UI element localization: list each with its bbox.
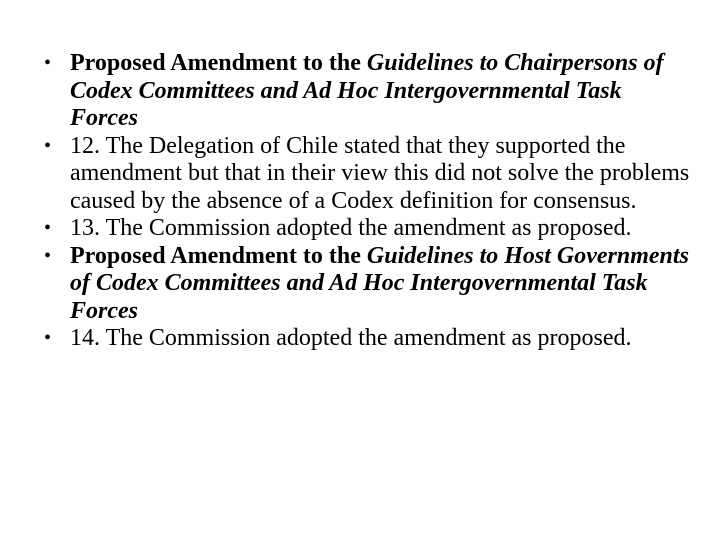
bullet-item-paragraph-13 — [44, 215, 694, 243]
bullet-lead-text: Proposed Amendment to the — [70, 50, 367, 76]
bullet-dot-icon: • — [44, 217, 52, 239]
bullet-dot-icon: • — [44, 327, 52, 349]
paragraph-text: 13. The Commission adopted the amendment as proposed. — [70, 215, 632, 241]
bullet-item-paragraph-12 — [44, 133, 694, 216]
bullet-item-paragraph-14 — [44, 325, 694, 353]
guidelines-title: Guidelines to Chairpersons of Codex Committees and Ad Hoc Intergovernmental Task Forces — [70, 50, 664, 131]
bullet-list — [44, 50, 694, 353]
bullet-dot-icon: • — [44, 52, 52, 74]
bullet-item-proposed-amendment-chairpersons — [44, 50, 694, 133]
bullet-dot-icon: • — [44, 134, 52, 157]
guidelines-title: Guidelines to Host Governments of Codex Committees and Ad Hoc Intergovernmental Task Forces — [70, 242, 689, 324]
paragraph-text: 14. The Commission adopted the amendment as proposed. — [70, 325, 632, 351]
bullet-item-proposed-amendment-host-governments — [44, 243, 694, 326]
bullet-lead-text: Proposed Amendment to the — [70, 242, 367, 269]
paragraph-text: 12. The Delegation of Chile stated that they supported the amendment but that in their view this did not solve the problems caused by the absence of a Codex definition for consensus. — [70, 132, 690, 214]
bullet-dot-icon: • — [44, 244, 52, 267]
